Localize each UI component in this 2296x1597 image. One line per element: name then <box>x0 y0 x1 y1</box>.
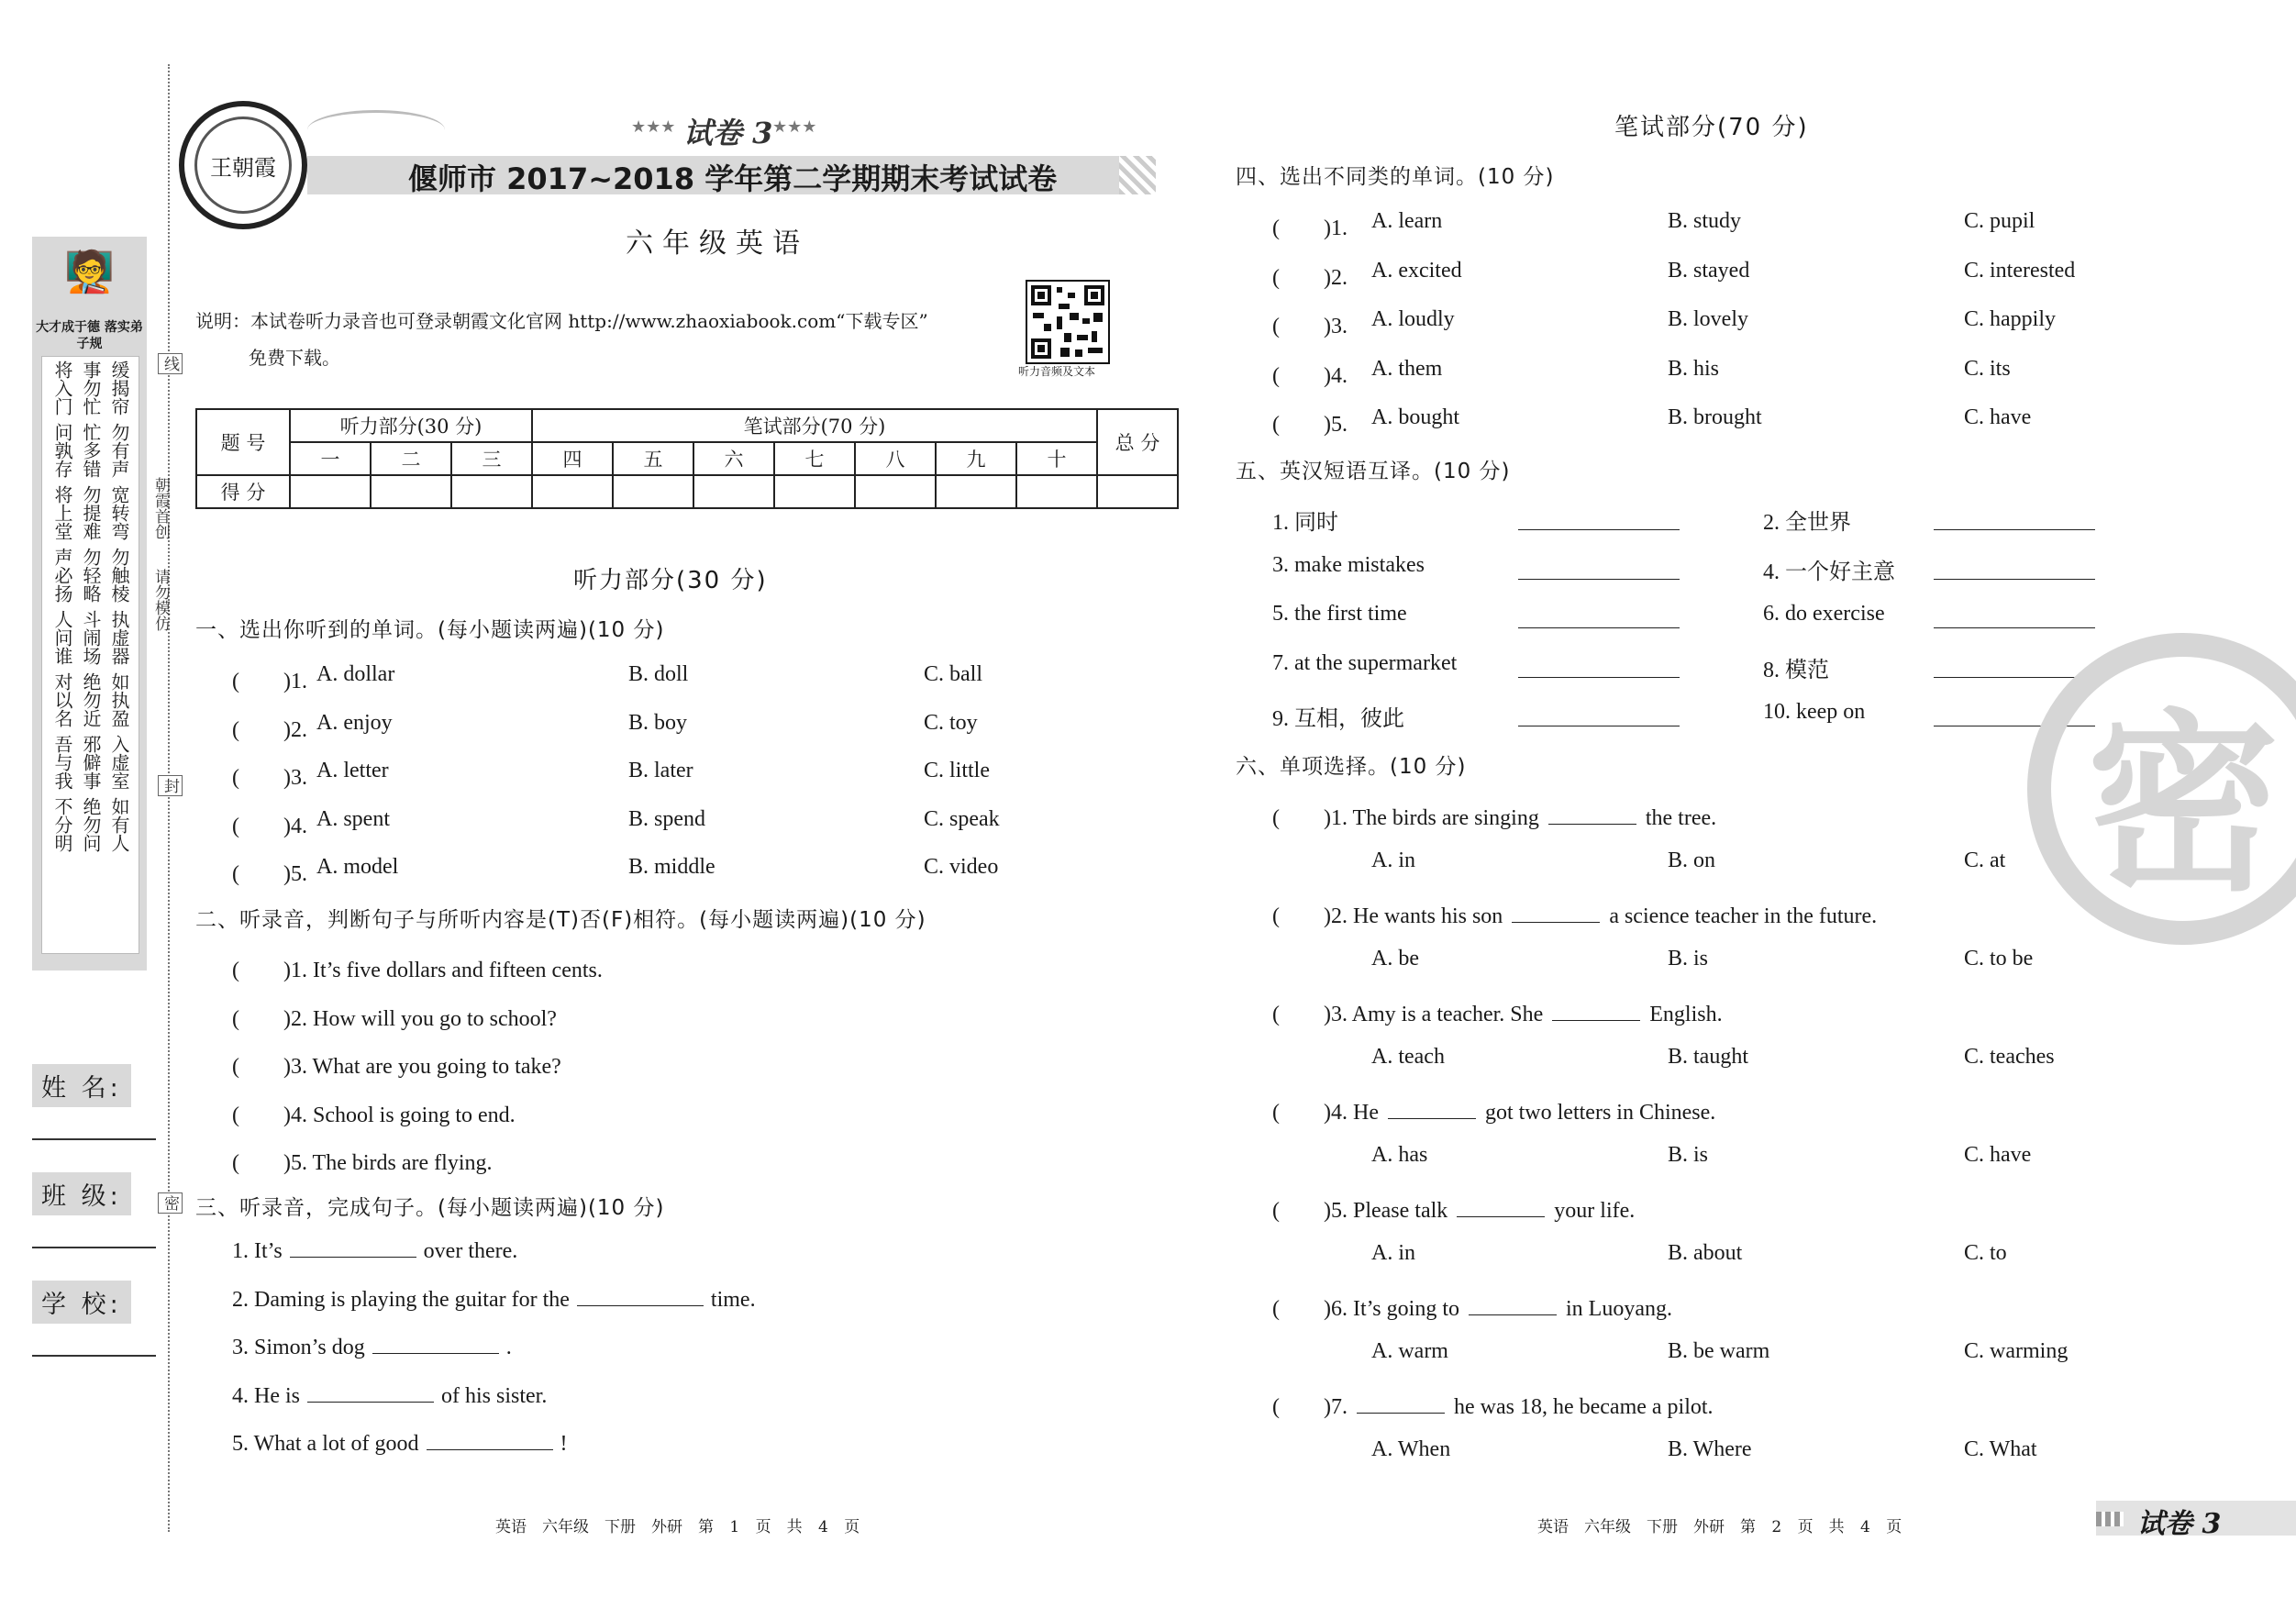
phrase-left: 3. make mistakes <box>1272 552 1425 577</box>
mc-question[interactable] <box>1272 1192 1635 1224</box>
phrase-right: 4. 一个好主意 <box>1763 560 1895 584</box>
part6-title: 六、单项选择。(10 分) <box>1236 755 1467 779</box>
score-cell[interactable] <box>1097 475 1178 508</box>
option-b: B. is <box>1668 946 1709 970</box>
part4-title: 四、选出不同类的单词。(10 分) <box>1236 165 1555 189</box>
option-b: B. is <box>1668 1142 1709 1167</box>
school-field[interactable] <box>32 1281 161 1357</box>
fill-question <box>232 1239 517 1264</box>
motto-row <box>42 482 139 544</box>
phrase-right: 6. do exercise <box>1763 602 1885 626</box>
option-b: B. later <box>628 759 693 782</box>
motto-column: 邪僻事 <box>80 735 102 790</box>
answer-blank <box>1548 824 1636 825</box>
logo <box>179 101 307 229</box>
option-b: B. boy <box>628 710 688 735</box>
phrase-left: 7. at the supermarket <box>1272 650 1458 675</box>
option-b: B. taught <box>1668 1044 1748 1069</box>
binding-mark-mi: 密 <box>158 1192 183 1214</box>
tf-question[interactable]: ( )3. What are you going to take? <box>232 1055 561 1079</box>
motto-column: 事勿忙 <box>80 360 102 416</box>
option-c: C. warming <box>1964 1338 2069 1363</box>
option-c: C. little <box>924 759 990 782</box>
question-number[interactable]: ( )3. <box>232 766 307 790</box>
listening-heading: 听力部分(30 分) <box>573 567 768 594</box>
motto-column: 吾与我 <box>51 735 73 790</box>
option-a: A. learn <box>1371 209 1443 233</box>
option-c: C. have <box>1964 1142 2032 1167</box>
motto-column: 斗闹场 <box>80 610 102 665</box>
answer-blank[interactable] <box>290 1257 416 1258</box>
footer-right: 英语 六年级 下册 外研 第 2 页 共 4 页 <box>1537 1518 1902 1536</box>
binding-mark-feng: 封 <box>158 775 183 796</box>
motto-row <box>42 606 139 669</box>
question-number[interactable]: ( )4. <box>232 814 307 838</box>
score-table-row2-label: 得 分 <box>196 475 290 508</box>
option-a: A. them <box>1371 356 1443 381</box>
score-cell[interactable] <box>451 475 532 508</box>
score-table-row1-label: 题 号 <box>196 409 290 475</box>
corner-label: 试卷 3 <box>2137 1508 2222 1540</box>
question-number[interactable]: ( )5. <box>232 862 307 886</box>
option-a: A. warm <box>1371 1338 1448 1363</box>
fill-question <box>232 1336 512 1360</box>
corner-pattern <box>2096 1512 2124 1526</box>
secret-stamp-text: 密 <box>2086 691 2279 917</box>
qr-caption: 听力音频及文本 <box>1018 365 1096 378</box>
answer-blank[interactable] <box>1518 677 1680 678</box>
phrase-left: 9. 互相，彼此 <box>1272 707 1404 731</box>
option-a: A. enjoy <box>316 710 393 735</box>
fill-question-post: of his sister. <box>441 1383 548 1408</box>
mc-question[interactable] <box>1272 1290 1672 1322</box>
motto-row <box>42 357 139 419</box>
answer-blank[interactable] <box>1518 627 1680 628</box>
fill-question-pre: 3. Simon’s dog <box>232 1336 365 1359</box>
part3-title: 三、听录音，完成句子。(每小题读两遍)(10 分) <box>195 1196 665 1220</box>
mc-question-post: he was 18, he became a pilot. <box>1453 1395 1714 1419</box>
mc-question-pre: ( )4. He <box>1272 1101 1379 1125</box>
motto-column: 勿有声 <box>108 423 130 478</box>
paper-title: 偃师市 2017~2018 学年第二学期期末考试试卷 <box>408 161 1058 196</box>
footer-left: 英语 六年级 下册 外研 第 1 页 共 4 页 <box>495 1518 860 1536</box>
score-col-4: 四 <box>532 442 613 475</box>
part5-title: 五、英汉短语互译。(10 分) <box>1236 460 1511 483</box>
option-b: B. study <box>1668 209 1742 233</box>
motto-column: 绝勿问 <box>80 797 102 852</box>
score-cell[interactable] <box>936 475 1016 508</box>
mc-question[interactable] <box>1272 995 1723 1027</box>
answer-blank[interactable] <box>577 1305 704 1306</box>
fill-question-pre: 2. Daming is playing the guitar for the <box>232 1287 570 1312</box>
question-number[interactable]: ( )4. <box>1272 363 1348 388</box>
question-number[interactable]: ( )3. <box>1272 315 1348 338</box>
question-number[interactable]: ( )2. <box>232 717 307 742</box>
fill-question-post: . <box>505 1336 512 1359</box>
motto-row <box>42 544 139 606</box>
motto-row <box>42 419 139 482</box>
score-col-3: 三 <box>451 442 532 475</box>
answer-blank[interactable] <box>1934 677 2095 678</box>
motto-column: 入虚室 <box>108 735 130 790</box>
option-b: B. lovely <box>1668 307 1748 331</box>
mc-question-pre: ( )7. <box>1272 1395 1348 1419</box>
score-cell[interactable] <box>532 475 613 508</box>
option-b: B. middle <box>628 855 715 879</box>
motto-column: 将入门 <box>51 360 73 416</box>
motto-column: 不分明 <box>51 797 73 852</box>
phrase-right: 10. keep on <box>1763 700 1866 724</box>
fill-question <box>232 1384 547 1409</box>
answer-blank <box>1357 1413 1445 1414</box>
option-c: C. What <box>1964 1436 2037 1461</box>
motto-column: 勿轻略 <box>80 548 102 603</box>
option-a: A. be <box>1371 946 1419 970</box>
answer-blank[interactable] <box>1518 529 1680 530</box>
motto-row <box>42 669 139 731</box>
score-cell[interactable] <box>613 475 693 508</box>
score-table <box>195 408 1179 509</box>
score-col-6: 六 <box>693 442 774 475</box>
option-a: A. model <box>316 855 399 879</box>
motto-column: 声必扬 <box>51 548 73 603</box>
motto-column: 如有人 <box>108 797 130 852</box>
sidebar-banner: 大才成于德 落实弟子规 <box>36 320 143 351</box>
answer-blank[interactable] <box>1934 627 2095 628</box>
mc-question-pre: ( )6. It’s going to <box>1272 1297 1459 1321</box>
mc-question-post: a science teacher in the future. <box>1609 904 1878 928</box>
option-b: B. his <box>1668 356 1720 381</box>
score-table-writing-header: 笔试部分(70 分) <box>532 409 1097 442</box>
option-c: C. happily <box>1964 307 2056 331</box>
motto-row <box>42 731 139 793</box>
score-cell[interactable] <box>855 475 936 508</box>
mc-question[interactable] <box>1272 1093 1715 1126</box>
option-c: C. at <box>1964 848 2006 872</box>
option-c: C. toy <box>924 710 978 735</box>
option-c: C. to be <box>1964 946 2034 970</box>
question-number[interactable]: ( )5. <box>1272 413 1348 437</box>
star-left-icon: ★★★ <box>631 117 676 137</box>
option-a: A. dollar <box>316 662 395 686</box>
option-a: A. teach <box>1371 1044 1445 1069</box>
part2-title: 二、听录音，判断句子与所听内容是(T)否(F)相符。(每小题读两遍)(10 分) <box>195 908 926 932</box>
tf-question[interactable]: ( )4. School is going to end. <box>232 1103 516 1127</box>
answer-blank <box>1457 1216 1545 1217</box>
paper-tag: 试卷 3 <box>683 116 773 150</box>
score-table-total-label: 总 分 <box>1097 409 1178 475</box>
score-col-9: 九 <box>936 442 1016 475</box>
fill-question-post: ! <box>560 1432 568 1456</box>
note-line-2: 免费下载。 <box>249 347 340 369</box>
option-b: B. stayed <box>1668 258 1750 283</box>
score-cell[interactable] <box>774 475 855 508</box>
option-b: B. on <box>1668 848 1716 872</box>
fill-question <box>232 1288 756 1313</box>
motto-row <box>42 793 139 856</box>
option-c: C. ball <box>924 662 982 686</box>
mascot-icon: 🧑‍🏫 <box>64 249 115 295</box>
binding-mark-xian: 线 <box>158 353 183 374</box>
name-line[interactable] <box>32 1107 156 1140</box>
score-col-8: 八 <box>855 442 936 475</box>
option-a: A. When <box>1371 1436 1451 1461</box>
answer-blank <box>1469 1314 1557 1315</box>
answer-blank[interactable] <box>1518 579 1680 580</box>
phrase-left: 1. 同时 <box>1272 511 1338 535</box>
fill-question-pre: 5. What a lot of good <box>232 1432 419 1456</box>
option-c: C. pupil <box>1964 209 2035 233</box>
option-a: A. excited <box>1371 258 1462 283</box>
mc-question-post: the tree. <box>1645 806 1717 830</box>
phrase-right: 2. 全世界 <box>1763 511 1851 535</box>
option-a: A. in <box>1371 1240 1415 1265</box>
option-a: A. has <box>1371 1142 1428 1167</box>
binding-line <box>168 64 170 1532</box>
score-col-2: 二 <box>371 442 451 475</box>
motto-column: 宽转弯 <box>108 485 130 540</box>
motto-column: 勿触棱 <box>108 548 130 603</box>
option-c: C. interested <box>1964 258 2076 283</box>
motto-column: 问孰存 <box>51 423 73 478</box>
logo-text: 王朝霞 <box>194 116 292 214</box>
fill-question-pre: 1. It’s <box>232 1239 283 1263</box>
option-c: C. teaches <box>1964 1044 2055 1069</box>
option-c: C. speak <box>924 806 1000 831</box>
mc-question-post: English. <box>1649 1003 1723 1026</box>
answer-blank <box>1388 1118 1476 1119</box>
qr-code[interactable] <box>1026 280 1110 364</box>
score-cell[interactable] <box>1016 475 1097 508</box>
writing-heading: 笔试部分(70 分) <box>1614 114 1809 141</box>
mc-question-pre: ( )1. The birds are singing <box>1272 806 1539 830</box>
class-line[interactable] <box>32 1215 156 1248</box>
phrase-left: 5. the first time <box>1272 602 1407 626</box>
class-field[interactable] <box>32 1172 161 1248</box>
answer-blank <box>1512 922 1600 923</box>
class-label: 班 级: <box>32 1172 131 1215</box>
sidebar-panel <box>32 237 147 970</box>
mc-question-post: got two letters in Chinese. <box>1484 1101 1716 1125</box>
option-b: B. be warm <box>1668 1338 1770 1363</box>
question-number[interactable]: ( )1. <box>232 670 307 693</box>
motto-column: 勿提难 <box>80 485 102 540</box>
tf-question[interactable]: ( )1. It’s five dollars and fifteen cents. <box>232 959 603 982</box>
option-c: C. to <box>1964 1240 2007 1265</box>
fill-question-post: over there. <box>423 1239 518 1263</box>
option-b: B. brought <box>1668 405 1762 429</box>
score-col-10: 十 <box>1016 442 1097 475</box>
option-a: A. spent <box>316 806 390 831</box>
option-a: A. letter <box>316 759 389 782</box>
score-table-listening-header: 听力部分(30 分) <box>290 409 532 442</box>
option-b: B. about <box>1668 1240 1743 1265</box>
mc-question[interactable] <box>1272 799 1716 831</box>
binding-note-2: 请勿模仿 <box>151 569 170 631</box>
mc-question-pre: ( )2. He wants his son <box>1272 904 1503 928</box>
option-b: B. doll <box>628 662 689 686</box>
score-col-5: 五 <box>613 442 693 475</box>
star-right-icon: ★★★ <box>772 117 817 137</box>
motto-column: 绝勿近 <box>80 672 102 727</box>
fill-question-post: time. <box>710 1287 756 1312</box>
option-b: B. Where <box>1668 1436 1752 1461</box>
motto-box <box>41 356 139 954</box>
phrase-right: 8. 模范 <box>1763 658 1829 682</box>
mc-question[interactable] <box>1272 897 1877 929</box>
motto-column: 对以名 <box>51 672 73 727</box>
score-col-7: 七 <box>774 442 855 475</box>
option-a: A. bought <box>1371 405 1459 429</box>
answer-blank <box>1552 1020 1640 1021</box>
motto-column: 执虚器 <box>108 610 130 665</box>
option-c: C. have <box>1964 405 2032 429</box>
option-c: C. its <box>1964 356 2011 381</box>
fill-question-pre: 4. He is <box>232 1383 300 1408</box>
mc-question-post: in Luoyang. <box>1566 1297 1672 1321</box>
student-fields <box>32 1064 161 1389</box>
option-a: A. in <box>1371 848 1415 872</box>
tf-question[interactable]: ( )5. The birds are flying. <box>232 1151 493 1175</box>
motto-column: 将上堂 <box>51 485 73 540</box>
answer-blank[interactable] <box>372 1353 499 1354</box>
option-a: A. loudly <box>1371 307 1455 331</box>
name-field[interactable] <box>32 1064 161 1140</box>
score-cell[interactable] <box>371 475 451 508</box>
mc-question[interactable] <box>1272 1388 1714 1420</box>
motto-column: 忙多错 <box>80 423 102 478</box>
name-label: 姓 名: <box>32 1064 131 1107</box>
title-band-pattern <box>1119 156 1156 194</box>
question-number[interactable]: ( )1. <box>1272 216 1348 240</box>
score-cell[interactable] <box>693 475 774 508</box>
binding-note-1: 朝霞首创 <box>151 477 170 539</box>
mc-question-pre: ( )5. Please talk <box>1272 1199 1448 1223</box>
school-label: 学 校: <box>32 1281 131 1324</box>
motto-column: 人问谁 <box>51 610 73 665</box>
grade-title: 六年级英语 <box>626 227 809 260</box>
instructions-note <box>195 303 1003 376</box>
answer-blank[interactable] <box>1934 579 2095 580</box>
mc-question-pre: ( )3. Amy is a teacher. She <box>1272 1003 1544 1026</box>
score-col-1: 一 <box>290 442 371 475</box>
tf-question[interactable]: ( )2. How will you go to school? <box>232 1006 557 1031</box>
answer-blank[interactable] <box>307 1402 434 1403</box>
fill-question <box>232 1432 568 1457</box>
motto-column: 如执盈 <box>108 672 130 727</box>
motto-column: 缓揭帘 <box>108 360 130 416</box>
answer-blank[interactable] <box>427 1449 553 1450</box>
mc-question-post: your life. <box>1554 1199 1636 1223</box>
part1-title: 一、选出你听到的单词。(每小题读两遍)(10 分) <box>195 618 665 642</box>
question-number[interactable]: ( )2. <box>1272 265 1348 290</box>
ribbon-left <box>307 110 445 150</box>
answer-blank[interactable] <box>1934 529 2095 530</box>
option-c: C. video <box>924 855 999 879</box>
secret-stamp <box>2027 633 2296 945</box>
option-b: B. spend <box>628 806 705 831</box>
school-line[interactable] <box>32 1324 156 1357</box>
note-line-1: 说明：本试卷听力录音也可登录朝霞文化官网 http://www.zhaoxiabook.com“下载专区” <box>195 310 928 332</box>
score-cell[interactable] <box>290 475 371 508</box>
